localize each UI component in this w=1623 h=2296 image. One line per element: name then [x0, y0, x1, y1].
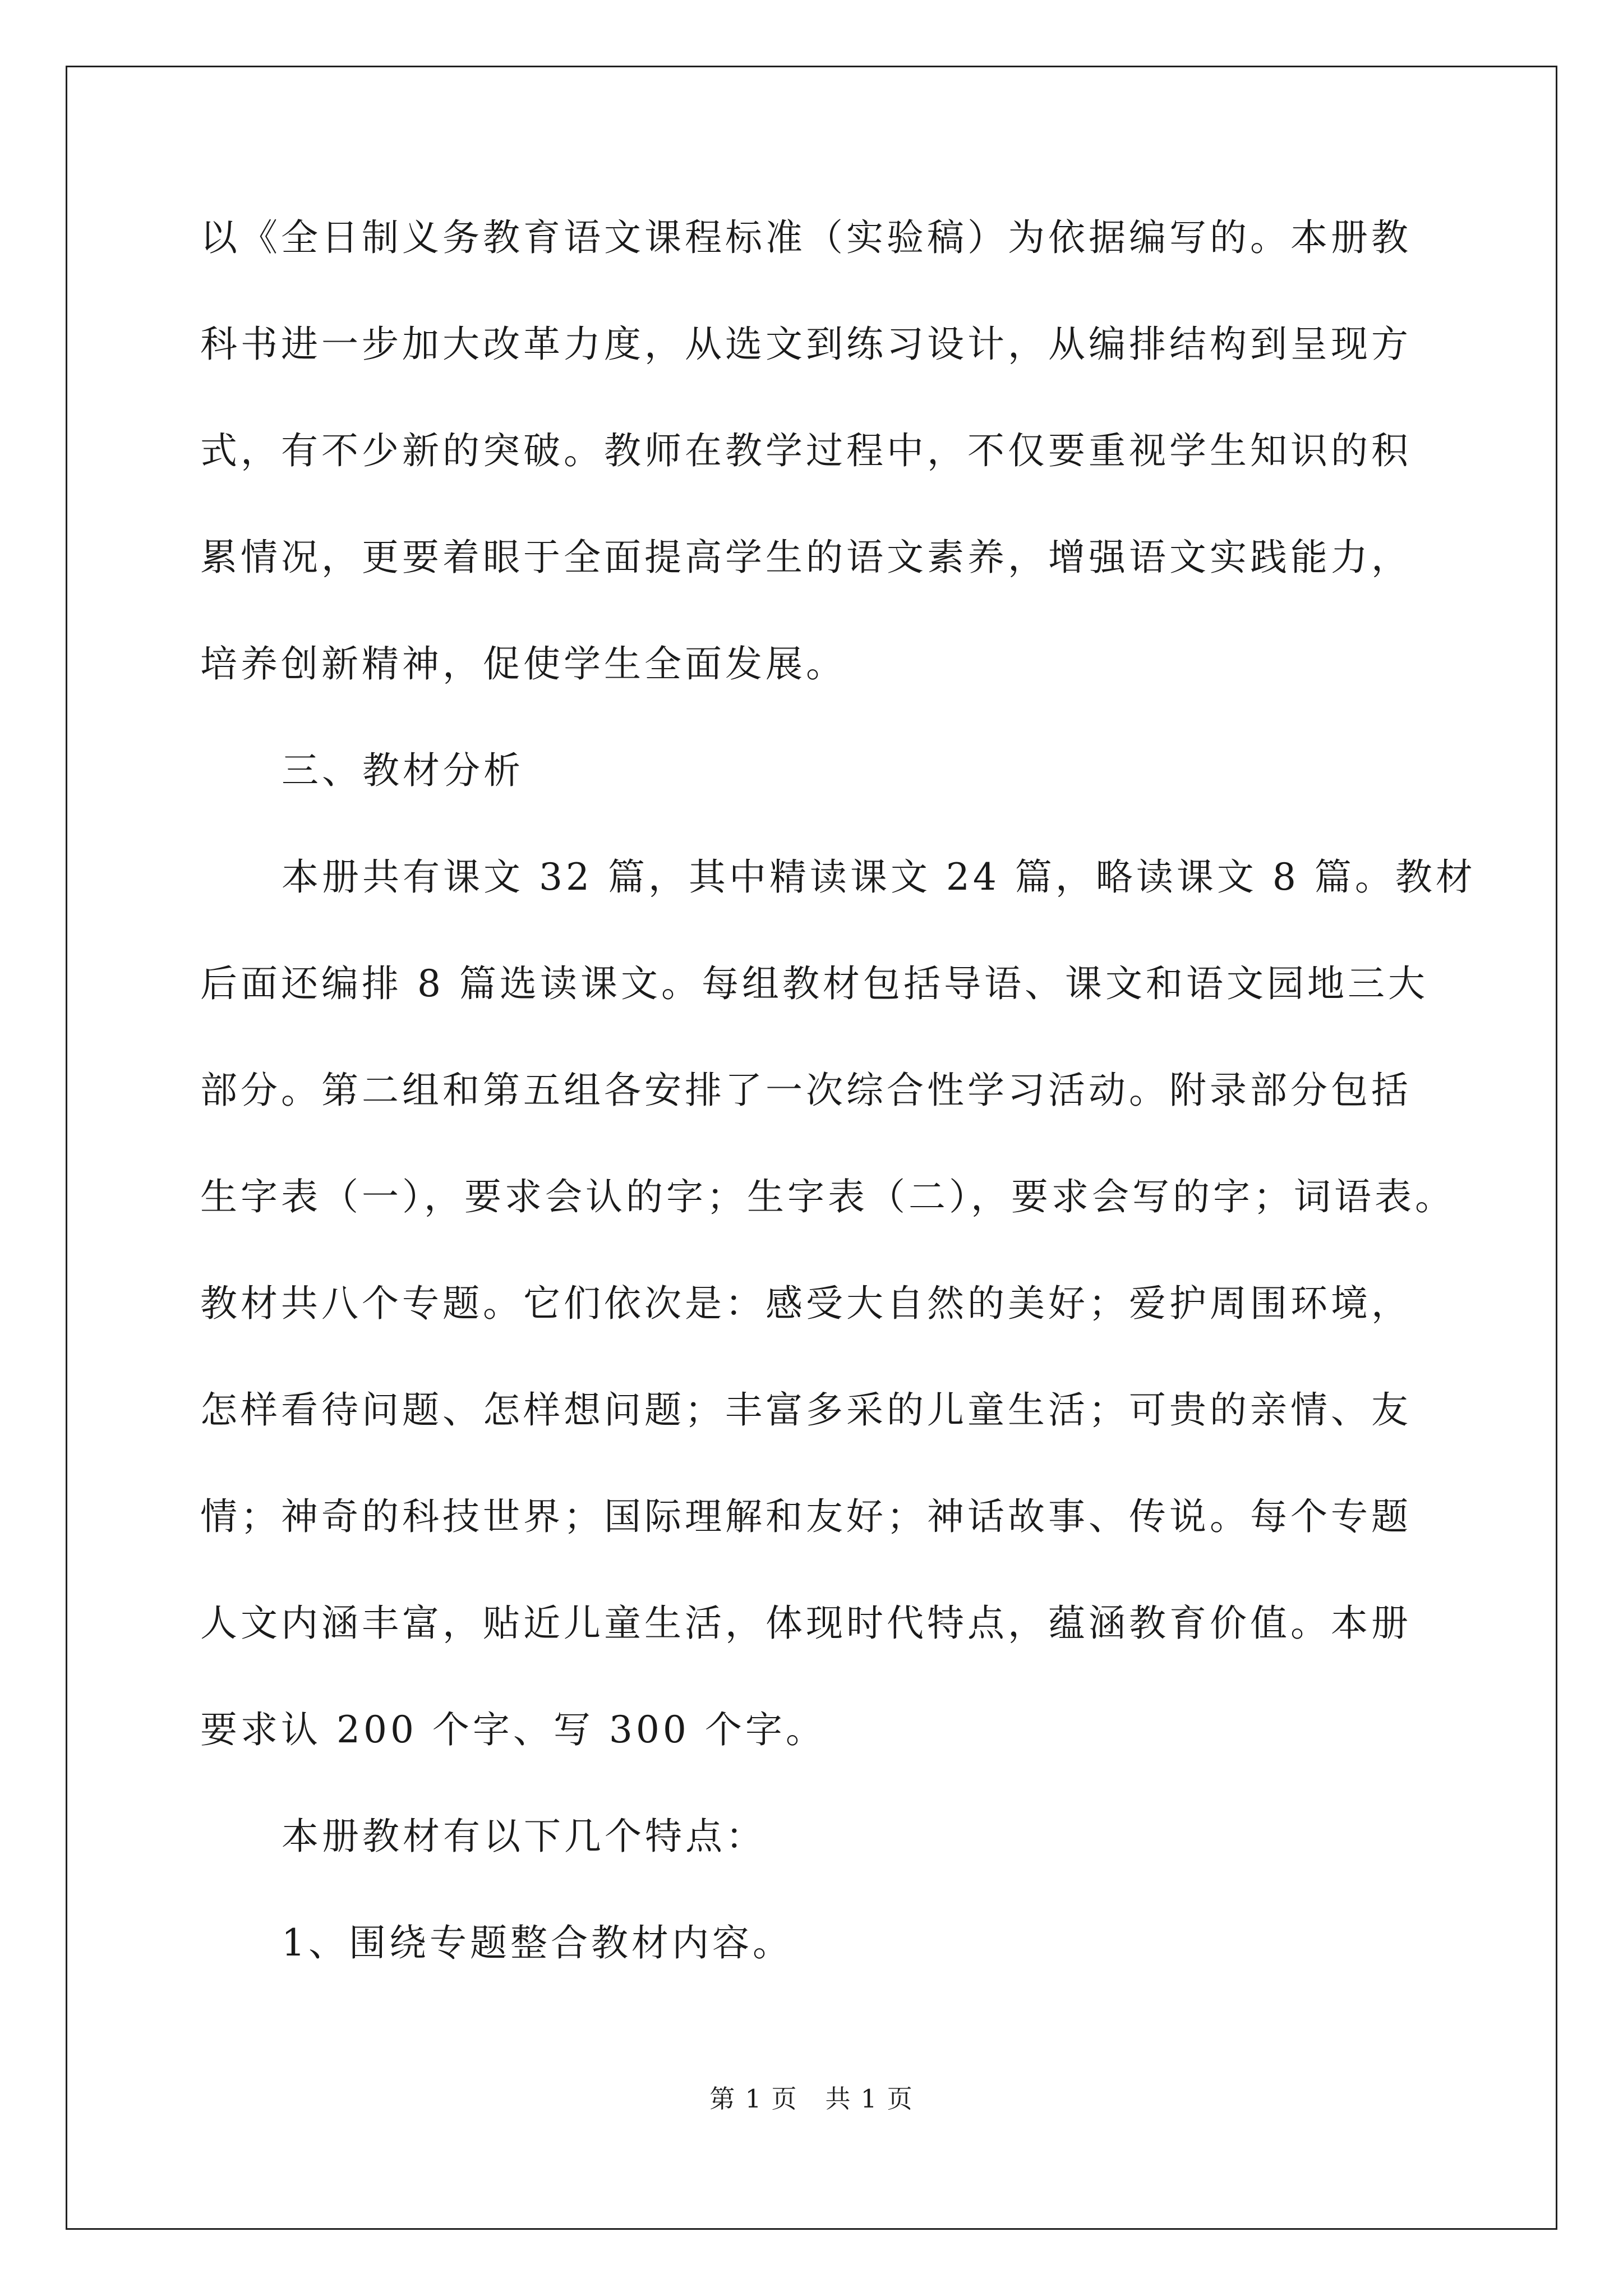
text-line-9: 部分。第二组和第五组各安排了一次综合性学习活动。附录部分包括 [200, 1069, 1412, 1112]
text-line-5: 培养创新精神，促使学生全面发展。 [200, 642, 846, 685]
text-line-3: 式，有不少新的突破。教师在教学过程中，不仅要重视学生知识的积 [200, 429, 1412, 472]
text-line-1: 以《全日制义务教育语文课程标准（实验稿）为依据编写的。本册教 [200, 216, 1412, 259]
page-number: 第 1 页 [709, 2084, 798, 2114]
text-line-15: 要求认 200 个字、写 300 个字。 [200, 1708, 826, 1751]
text-line-7: 本册共有课文 32 篇，其中精读课文 24 篇，略读课文 8 篇。教材 [282, 855, 1476, 899]
text-line-8: 后面还编排 8 篇选读课文。每组教材包括导语、课文和语文园地三大 [200, 962, 1428, 1005]
document-body [200, 213, 1476, 2025]
text-line-17: 1、围绕专题整合教材内容。 [282, 1921, 793, 1964]
text-line-12: 怎样看待问题、怎样想问题；丰富多采的儿童生活；可贵的亲情、友 [200, 1388, 1412, 1432]
text-line-2: 科书进一步加大改革力度，从选文到练习设计，从编排结构到呈现方 [200, 323, 1412, 366]
text-line-14: 人文内涵丰富，贴近儿童生活，体现时代特点，蕴涵教育价值。本册 [200, 1602, 1412, 1645]
page-total: 共 1 页 [825, 2084, 914, 2114]
page-footer [0, 2082, 1623, 2116]
text-line-10: 生字表（一），要求会认的字；生字表（二），要求会写的字；词语表。 [200, 1175, 1455, 1218]
text-line-16: 本册教材有以下几个特点： [282, 1815, 766, 1858]
text-line-4: 累情况，更要着眼于全面提高学生的语文素养，增强语文实践能力， [200, 536, 1412, 579]
text-line-13: 情；神奇的科技世界；国际理解和友好；神话故事、传说。每个专题 [200, 1495, 1412, 1538]
text-line-11: 教材共八个专题。它们依次是：感受大自然的美好；爱护周围环境， [200, 1282, 1412, 1325]
section-heading: 三、教材分析 [282, 749, 524, 792]
